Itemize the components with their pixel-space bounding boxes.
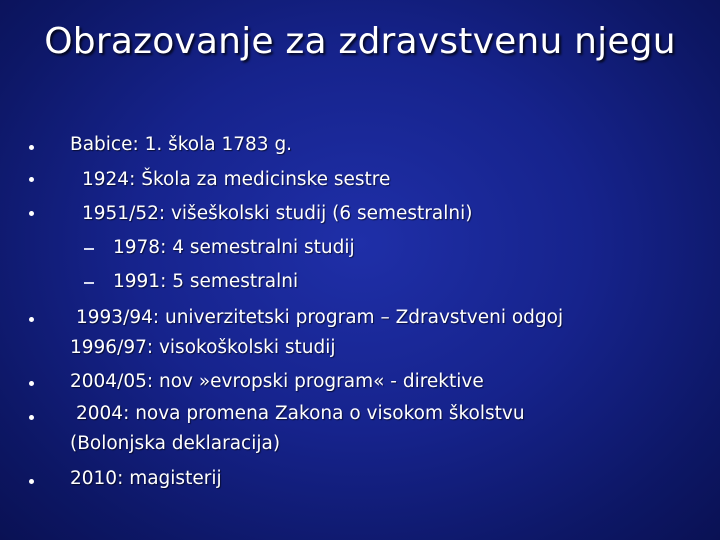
slide-title: Obrazovanje za zdravstvenu njegu [44, 21, 676, 62]
list-item: 1951/52: višeškolski studij (6 semestralni) [82, 203, 473, 224]
bullet-icon [28, 380, 36, 388]
bullet-icon [28, 176, 36, 184]
bullet-icon [28, 478, 36, 486]
bullet-icon [28, 316, 36, 324]
list-item: 2004/05: nov »evropski program« - direktive [70, 371, 484, 392]
list-item: 1993/94: univerzitetski program – Zdravstveni odgoj [76, 307, 564, 328]
dash-icon [84, 282, 94, 284]
list-item: Babice: 1. škola 1783 g. [70, 134, 293, 155]
bullet-icon [28, 414, 36, 422]
list-item-continuation: (Bolonjska deklaracija) [70, 433, 281, 454]
sub-list-item: 1978: 4 semestralni studij [113, 237, 355, 258]
list-item-continuation: 1996/97: visokoškolski studij [70, 337, 336, 358]
bullet-icon [28, 210, 36, 218]
list-item: 1924: Škola za medicinske sestre [82, 169, 391, 190]
list-item: 2010: magisterij [70, 468, 222, 489]
bullet-icon [28, 144, 36, 152]
dash-icon [84, 248, 94, 250]
list-item: 2004: nova promena Zakona o visokom školstvu [76, 403, 525, 424]
sub-list-item: 1991: 5 semestralni [113, 271, 299, 292]
